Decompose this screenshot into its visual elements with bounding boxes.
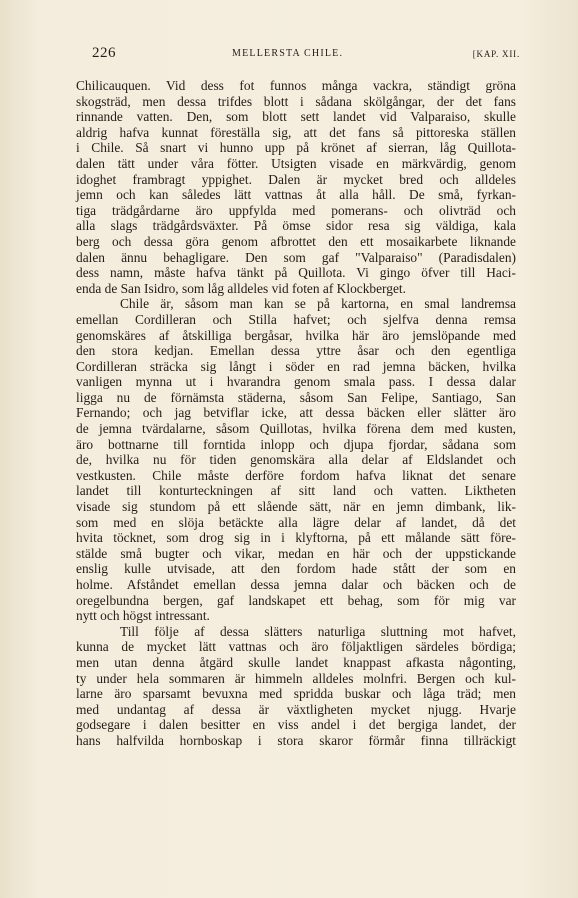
- text-line: Fernando; och jag betviflar icke, att dessa bäcken eller slätter äro: [76, 405, 516, 421]
- text-line: enslig kulle utvisade, att den fordom hade stått der som en: [76, 561, 516, 577]
- text-line: visade sig stundom på ett slående sätt, när en jemn dimbank, lik-: [76, 499, 516, 515]
- text-line: jemn och kan således lätt vattnas åt alla håll. De små, fyrkan-: [76, 187, 516, 203]
- text-line: äro bottnarne till forntida inlopp och djupa fjordar, sådana som: [76, 436, 516, 452]
- text-line: men utan denna åtgärd skulle landet knappast afkasta någonting,: [76, 654, 516, 670]
- text-line: nytt och högst intressant.: [76, 608, 210, 624]
- text-line: alla slags trädgårdsväxter. På ömse sidor resa sig väldiga, kala: [76, 218, 516, 234]
- text-line: larne äro sparsamt bevuxna med spridda buskar och låga träd; men: [76, 686, 516, 702]
- paragraph: [76, 624, 516, 749]
- text-line: tiga trädgårdarne äro uppfylda med pomerans- och olivträd och: [76, 202, 516, 218]
- text-line: rinnande vatten. Den, som blott sett landet vid Valparaiso, skulle: [76, 109, 516, 125]
- text-line: ligga nu de förnämsta städerna, såsom San Felipe, Santiago, San: [76, 389, 516, 405]
- text-line: den stora kedjan. Emellan dessa yttre åsar och den egentliga: [76, 343, 516, 359]
- text-line: godsegare i dalen besitter en viss andel i det bergiga landet, der: [76, 717, 516, 733]
- text-line: emellan Cordilleran och Stilla hafvet; och sjelfva denna remsa: [76, 311, 516, 327]
- text-line: hans halfvilda hornboskap i stora skaror förmår finna tillräckigt: [76, 732, 516, 748]
- text-line: holme. Afståndet emellan dessa jemna dalar och bäcken och de: [76, 577, 516, 592]
- text-line: ty under hela sommaren är himmeln alldeles molnfri. Bergen och kul-: [76, 670, 516, 686]
- text-line: berg och dessa göra genom afbrottet den ett mosaikarbete liknande: [76, 233, 516, 249]
- text-line: som med en slöja betäckte alla lägre delar af landet, då det: [76, 514, 516, 530]
- text-line: Cordilleran sträcka sig långt i söder en rad jemna bäcken, hvilka: [76, 358, 516, 374]
- text-line: dess namn, måste hafva tänkt på Quillota. Vi gingo öfver till Haci-: [76, 265, 516, 281]
- text-line: de, hvilka nu för tiden genomskära alla delar af Eldslandet och: [76, 452, 516, 468]
- text-line: Chilicauquen. Vid dess fot funnos många vackra, ständigt gröna: [76, 78, 516, 93]
- text-line: vestkusten. Chile måste derföre fordom hafva liknat det senare: [76, 467, 516, 483]
- text-line: idoghet frambragt yppighet. Dalen är mycket bred och alldeles: [76, 171, 516, 187]
- text-line: i Chile. Så snart vi hunno upp på krönet af sierran, låg Quillota-: [76, 140, 516, 156]
- text-line: med undantag af dessa är växtligheten mycket njugg. Hvarje: [76, 701, 516, 717]
- page-header: [92, 45, 520, 63]
- text-line: kunna de mycket lätt vattnas och äro följaktligen särdeles bördiga;: [76, 639, 516, 655]
- text-line: aldrig hafva kunnat föreställa sig, att det fans så pittoreska ställen: [76, 124, 516, 140]
- paragraph: [76, 78, 516, 296]
- text-line: landet till konturteckningen af sitt land och vatten. Liktheten: [76, 483, 516, 499]
- text-line: skogsträd, men dessa trifdes blott i sådana skölgångar, der det fans: [76, 93, 516, 109]
- text-line: dalen tätt under våra fötter. Utsigten visade en märkvärdig, genom: [76, 155, 516, 171]
- chapter-reference: [KAP. XII.: [472, 49, 520, 59]
- text-line: Chile är, såsom man kan se på kartorna, en smal landremsa: [120, 296, 516, 312]
- text-line: dalen ännu behagligare. Den som gaf "Valparaiso" (Paradisdalen): [76, 249, 516, 265]
- page-number: 226: [92, 45, 116, 61]
- text-line: enda de San Isidro, som låg alldeles vid foten af Klockberget.: [76, 280, 406, 296]
- text-line: stälde små bugter och vikar, medan en här och der uppstickande: [76, 545, 516, 561]
- text-line: genomskäres af åtskilliga bergåsar, hvilka här äro jemslöpande med: [76, 327, 516, 343]
- text-line: vanligen mynna ut i hvarandra genom smala pass. I dessa dalar: [76, 374, 516, 390]
- paragraph: [76, 296, 516, 623]
- text-line: de jemna tvärdalarne, såsom Quillotas, hvilka förena dem med kusten,: [76, 421, 516, 437]
- text-line: oregelbundna bergen, gaf landskapet ett behag, som för mig var: [76, 592, 516, 608]
- text-line: Till följe af dessa slätters naturliga sluttning mot hafvet,: [120, 623, 516, 639]
- running-title: MELLERSTA CHILE.: [232, 48, 344, 59]
- text-line: hvita töcknet, som drog sig in i klyftorna, på ett målande sätt före-: [76, 530, 516, 546]
- body-text: [76, 78, 516, 749]
